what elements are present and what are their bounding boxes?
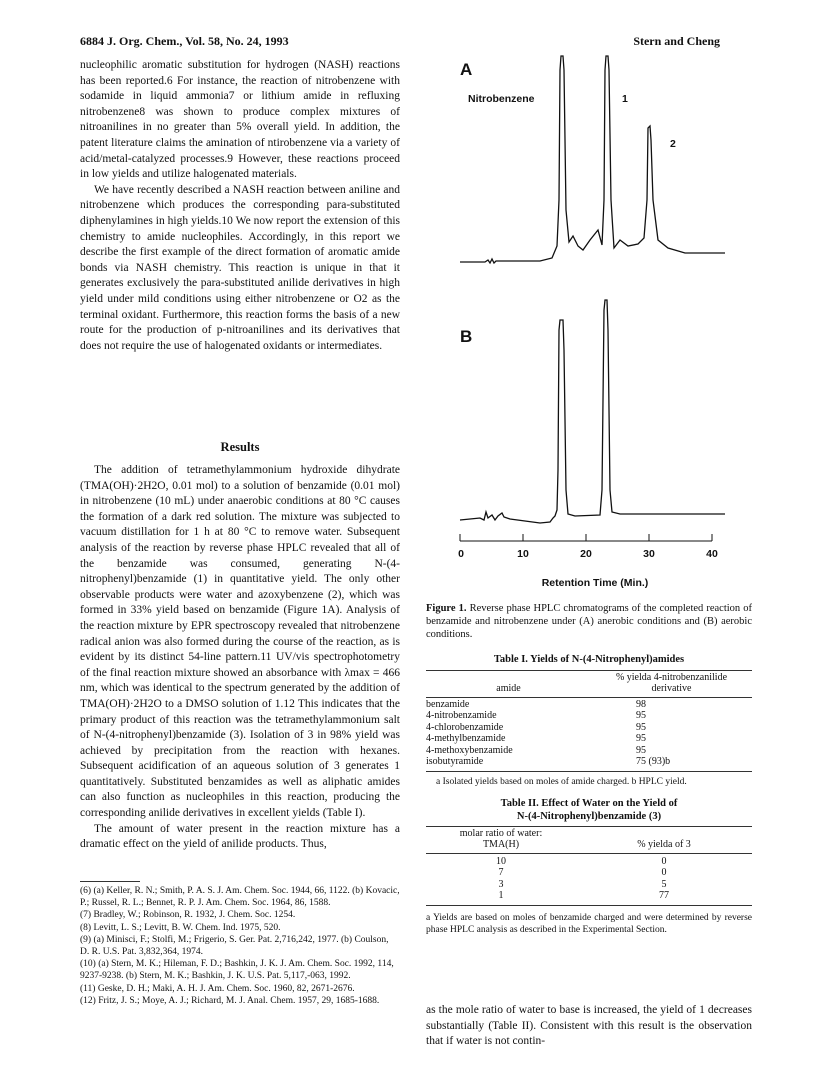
reference-11: (11) Geske, D. H.; Maki, A. H. J. Am. Chem. Soc. 1960, 82, 2671-2676. bbox=[80, 983, 355, 994]
chromatogram-trace-a bbox=[460, 56, 725, 263]
peak-2-label: 2 bbox=[670, 138, 676, 150]
panel-a-sample-label: Nitrobenzene bbox=[468, 93, 535, 105]
peak-1-label: 1 bbox=[622, 93, 628, 105]
table-row bbox=[426, 722, 752, 733]
left-column-results bbox=[80, 463, 400, 853]
reference-12: (12) Fritz, J. S.; Moye, A. J.; Richard, M. J. Anal. Chem. 1957, 29, 1685-1688. bbox=[80, 995, 380, 1006]
table-cell: 3 bbox=[498, 878, 504, 890]
reference-10: (10) (a) Stern, M. K.; Hileman, F. D.; Bashkin, J. K. J. Am. Chem. Soc. 1992, 114, 9237-9238. (b) Stern, M. K.; Bashkin, J. K. U.S. Pat. 5,117,-063, 1992. bbox=[80, 959, 394, 982]
table-2-ratio-header-line-1: molar ratio of water: bbox=[459, 828, 543, 839]
intro-paragraph-1: nucleophilic aromatic substitution for hydrogen (NASH) reactions has been reported.6 For instance, the reaction of nitrobenzene with sodamide in liquid ammonia7 or lithium amide in refluxing nitrobenzene8 was shown to produce complex mixtures of nitroanilines in no greater than 5% overall yield. In addition, the patent literature claims the amination of ntirobenzene via a variety of acid/metal-catalyzed processes.9 However, these reactions proceed in low yields and utilize halogenated materials. bbox=[80, 59, 400, 181]
table-cell: isobutyramide bbox=[426, 756, 484, 768]
running-header-right: Stern and Cheng bbox=[633, 34, 720, 48]
table-cell: 4-nitrobenzamide bbox=[426, 710, 497, 722]
table-cell: 7 bbox=[498, 867, 504, 879]
reference-7: (7) Bradley, W.; Robinson, R. 1932, J. Chem. Soc. 1254. bbox=[80, 910, 296, 921]
running-header-left: 6884 J. Org. Chem., Vol. 58, No. 24, 1993 bbox=[80, 34, 289, 48]
table-cell: 95 bbox=[636, 744, 646, 756]
table-2 bbox=[426, 828, 752, 851]
table-1-header-rule bbox=[426, 697, 752, 698]
table-row bbox=[426, 710, 752, 721]
table-1-yield-header-line-1: % yielda 4-nitrobenzanilide bbox=[615, 672, 728, 683]
results-paragraph-1: The addition of tetramethylammonium hydroxide dihydrate (TMA(OH)·2H2O, 0.01 mol) to a solution of benzamide (0.01 mol) in nitrobenzene (10 mL) under anaerobic conditions at 80 °C causes the formation of a dark red solution. The mixture was subjected to vacuum distillation for 1 h at 80 °C to remove water. Subsequent analysis of the reaction by reverse phase HPLC revealed that all of the benzamide was consumed, generating N-(4-nitrophenyl)benzamide (1) in quantitative yield. The only other observable products were water and azoxybenzene (2), which was formed in 33% yield based on benzamide (Figure 1A). Analysis of the reaction mixture by EPR spectroscopy revealed that nitrobenzene radical anion was also formed during the course of the reaction, as is evident by its distinct 54-line pattern.11 UV/vis spectrophotometry of the final reaction mixture showed an absorbance with λmax = 466 nm, which was identical to the spectrum generated by the addition of TMA(OH)·2H2O to a DMSO solution of 1.12 This indicates that the primary product of this reaction was the tetramethylammonium salt of N-(4-nitrophenyl)benzamide (3). Isolation of 3 in 98% yield was achieved by precipitation from the reaction with hexanes. Subsequent acidification of an aqueous solution of 3 generates 1 quantitatively. Substituted benzamides as well as aliphatic amides can also function as nucleophiles in this reaction, producing the corresponding anilide derivatives in excellent yields (Table I). bbox=[80, 464, 400, 820]
table-1-amide-header: amide bbox=[496, 683, 521, 695]
table-1-footnote: a Isolated yields based on moles of amide charged. b HPLC yield. bbox=[436, 777, 687, 787]
table-2-ratio-header-line-2: TMA(H) bbox=[482, 839, 520, 851]
panel-b-letter: B bbox=[460, 327, 473, 346]
table-1-bottom-rule bbox=[426, 771, 752, 772]
table-row bbox=[426, 756, 752, 767]
table-1-yield-header-line-2: derivative bbox=[651, 683, 692, 695]
table-1 bbox=[426, 672, 752, 695]
table-2-top-rule bbox=[426, 826, 752, 827]
table-row bbox=[426, 745, 752, 756]
table-cell: 1 bbox=[498, 890, 504, 902]
table-cell: 75 (93)b bbox=[636, 756, 671, 768]
table-cell: 4-chlorobenzamide bbox=[426, 721, 504, 733]
table-cell: 95 bbox=[636, 721, 646, 733]
table-cell: 95 bbox=[636, 733, 646, 745]
table-2-bottom-rule bbox=[426, 905, 752, 906]
left-column-intro bbox=[80, 58, 400, 354]
figure-1-caption-label: Figure 1. bbox=[426, 603, 467, 614]
table-2-body bbox=[426, 856, 752, 902]
reference-9: (9) (a) Minisci, F.; Stolfi, M.; Frigerio, S. Ger. Pat. 2,716,242, 1977. (b) Coulson, D. R. U.S. Pat. 3,832,364, 1974. bbox=[80, 934, 389, 958]
table-row bbox=[426, 867, 752, 878]
table-1-title: Table I. Yields of N-(4-Nitrophenyl)amides bbox=[493, 654, 685, 665]
reference-8: (8) Levitt, L. S.; Levitt, B. W. Chem. Ind. 1975, 520. bbox=[80, 922, 281, 933]
table-row bbox=[426, 879, 752, 890]
table-cell: 4-methylbenzamide bbox=[426, 733, 506, 745]
table-cell: 10 bbox=[496, 856, 506, 867]
table-cell: 95 bbox=[636, 710, 646, 722]
table-2-yield-header: % yielda of 3 bbox=[637, 839, 691, 851]
time-tick-label-30: 30 bbox=[643, 548, 655, 560]
figure-1-caption bbox=[426, 602, 752, 641]
time-tick-label-0: 0 bbox=[458, 548, 464, 560]
table-2-header-rule bbox=[426, 853, 752, 854]
table-row bbox=[426, 890, 752, 901]
table-row bbox=[426, 733, 752, 744]
time-axis-title: Retention Time (Min.) bbox=[541, 577, 649, 589]
table-2-title bbox=[426, 798, 752, 823]
table-cell: 0 bbox=[661, 867, 667, 879]
references-rule bbox=[80, 881, 140, 882]
table-cell: 5 bbox=[661, 878, 667, 890]
table-cell: 4-methoxybenzamide bbox=[426, 744, 513, 756]
table-1-top-rule bbox=[426, 670, 752, 671]
table-cell: 98 bbox=[636, 699, 646, 710]
table-2-title-line-1: Table II. Effect of Water on the Yield of bbox=[500, 798, 678, 809]
right-column-text: as the mole ratio of water to base is increased, the yield of 1 decreases substantially (Table II). Consistent with this result is the observation that if water is not contin- bbox=[426, 1004, 752, 1048]
hplc-chromatogram-figure bbox=[440, 50, 750, 600]
table-1-body bbox=[426, 699, 752, 767]
table-cell: 0 bbox=[661, 856, 667, 867]
table-cell: 77 bbox=[659, 890, 669, 902]
figure-1-caption-text: Reverse phase HPLC chromatograms of the completed reaction of benzamide and nitrobenzene under (A) anerobic conditions and (B) aerobic conditions. bbox=[426, 603, 753, 640]
table-2-footnote: a Yields are based on moles of benzamide charged and were determined by reverse phase HPLC analysis as described in the Experimental Section. bbox=[426, 913, 752, 935]
references bbox=[80, 885, 400, 1007]
table-row bbox=[426, 699, 752, 710]
panel-a-letter: A bbox=[460, 60, 473, 79]
table-2-title-line-2: N-(4-Nitrophenyl)benzamide (3) bbox=[516, 810, 662, 822]
results-paragraph-2: The amount of water present in the reaction mixture has a dramatic effect on the yield of anilide products. Thus, bbox=[80, 822, 400, 851]
time-tick-label-40: 40 bbox=[706, 548, 718, 560]
intro-paragraph-2: We have recently described a NASH reaction between aniline and nitrobenzene which produces the corresponding para-substituted diphenylamines in high yields.10 We now report the extension of this chemistry to amide nucleophiles. Accordingly, in this report we describe the first example of the direct formation of aromatic amide bonds via NASH chemistry. This reaction is unique in that it generates exclusively the para-substituted anilide derivatives in high yield under mild conditions using either nitrobenzene or O2 as the terminal oxidant. Furthermore, this reaction forms the basis of a new route for the production of p-nitroanilines and its derivatives that does not require the use of halogenated oxidants or intermediates. bbox=[80, 183, 400, 352]
table-cell: benzamide bbox=[426, 699, 470, 710]
reference-6: (6) (a) Keller, R. N.; Smith, P. A. S. J. Am. Chem. Soc. 1944, 66, 1122. (b) Kovacic, P.; Russel, R. L.; Bennet, R. P. J. Am. Chem. Soc. 1964, 86, 1588. bbox=[80, 886, 400, 909]
time-tick-label-20: 20 bbox=[580, 548, 592, 560]
time-tick-label-10: 10 bbox=[517, 548, 529, 560]
results-heading: Results bbox=[220, 440, 260, 454]
chromatogram-trace-b bbox=[460, 300, 725, 523]
table-row bbox=[426, 856, 752, 867]
